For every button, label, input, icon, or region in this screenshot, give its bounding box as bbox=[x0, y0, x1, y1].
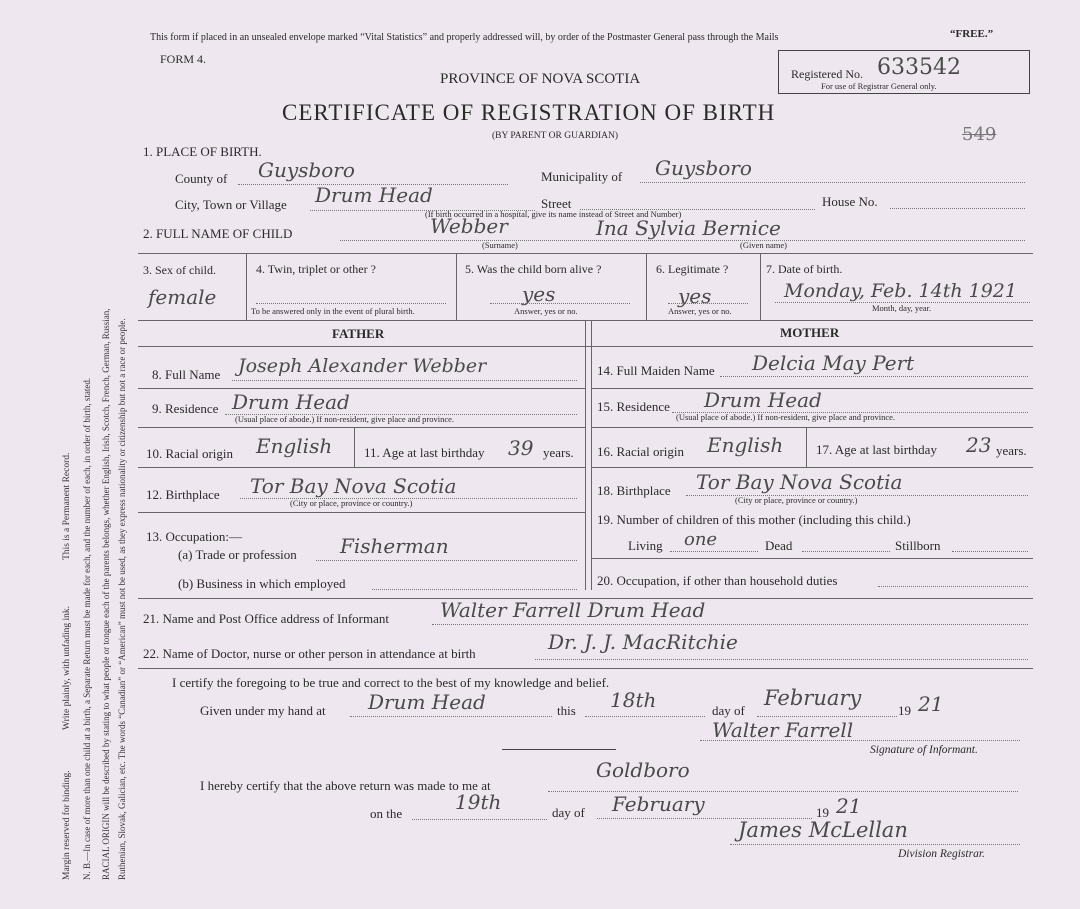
living-line bbox=[670, 551, 758, 552]
binding-note: Margin reserved for binding. bbox=[62, 770, 72, 880]
county-value: Guysboro bbox=[258, 158, 355, 182]
rule-top-items bbox=[138, 253, 1033, 254]
father-heading: FATHER bbox=[332, 326, 385, 341]
doctor-line bbox=[535, 659, 1028, 660]
twin-note: To be answered only in the event of plural birth. bbox=[251, 306, 415, 316]
registrar-signature: James McLellan bbox=[738, 818, 908, 842]
mother-racial-divider bbox=[806, 427, 807, 467]
racial-origin-note-1: RACIAL ORIGIN will be described by stating to what people or tongue each of the parents belongs, whether English, Irish, Scotch, French, German, Russian, bbox=[101, 308, 111, 880]
father-trade-value: Fisherman bbox=[340, 534, 449, 558]
dead-line bbox=[802, 551, 890, 552]
father-racial-label: 10. Racial origin bbox=[146, 446, 234, 461]
father-residence-caption: (Usual place of abode.) If non-resident, give place and province. bbox=[235, 414, 455, 424]
date-of-birth-value: Monday, Feb. 14th 1921 bbox=[784, 280, 1017, 302]
hospital-note: (If birth occurred in a hospital, give its name instead of Street and Number) bbox=[425, 209, 682, 219]
registrar-day-of-label: day of bbox=[552, 805, 585, 820]
given-month-value: February bbox=[764, 686, 862, 710]
date-caption: Month, day, year. bbox=[872, 303, 932, 313]
registered-label: Registered No. bbox=[791, 67, 863, 81]
county-label: County of bbox=[175, 171, 228, 186]
divider-4-5 bbox=[456, 253, 457, 320]
stillborn-line bbox=[952, 551, 1028, 552]
mail-notice: This form if placed in an unsealed envelope marked “Vital Statistics” and properly addressed will, by order of the Postmaster General pass through the Mails bbox=[150, 32, 779, 43]
given-place-line bbox=[350, 716, 552, 717]
registrar-month-value: February bbox=[612, 792, 705, 816]
father-age-value: 39 bbox=[508, 436, 534, 460]
form-number: FORM 4. bbox=[160, 52, 207, 66]
sex-label: 3. Sex of child. bbox=[143, 263, 216, 277]
registrar-day-line bbox=[412, 819, 547, 820]
mother-rule-4 bbox=[591, 558, 1033, 559]
father-rule-2 bbox=[138, 427, 585, 428]
stillborn-label: Stillborn bbox=[895, 538, 941, 553]
registrar-signature-line bbox=[730, 844, 1020, 845]
born-alive-value: yes bbox=[522, 282, 556, 306]
given-name-caption: (Given name) bbox=[740, 240, 787, 250]
given-year-value: 21 bbox=[918, 692, 944, 716]
given-day-line bbox=[585, 716, 705, 717]
registered-number: 633542 bbox=[877, 55, 961, 80]
mother-heading: MOTHER bbox=[780, 325, 840, 340]
given-month-line bbox=[757, 716, 897, 717]
father-name-label: 8. Full Name bbox=[152, 367, 221, 382]
mother-birthplace-value: Tor Bay Nova Scotia bbox=[696, 470, 903, 494]
ink-note: Write plainly, with unfading ink. bbox=[62, 605, 72, 730]
father-business-label: (b) Business in which employed bbox=[178, 576, 346, 591]
mother-occupation-label: 20. Occupation, if other than household duties bbox=[597, 573, 838, 588]
twin-label: 4. Twin, triplet or other ? bbox=[256, 262, 376, 276]
father-birthplace-value: Tor Bay Nova Scotia bbox=[250, 474, 457, 498]
father-occupation-label: 13. Occupation:— bbox=[146, 529, 243, 544]
registrar-caption: Division Registrar. bbox=[898, 848, 985, 860]
certificate-title: CERTIFICATE OF REGISTRATION OF BIRTH bbox=[282, 100, 776, 125]
given-year-prefix: 19 bbox=[898, 703, 911, 718]
legitimate-label: 6. Legitimate ? bbox=[656, 262, 729, 276]
legitimate-line bbox=[668, 303, 748, 304]
mother-residence-label: 15. Residence bbox=[597, 399, 670, 414]
registered-note: For use of Registrar General only. bbox=[821, 81, 937, 91]
father-age-label: 11. Age at last birthday bbox=[364, 445, 485, 460]
father-residence-label: 9. Residence bbox=[152, 401, 219, 416]
mother-name-label: 14. Full Maiden Name bbox=[597, 363, 715, 378]
father-trade-label: (a) Trade or profession bbox=[178, 547, 297, 562]
mother-birthplace-label: 18. Birthplace bbox=[597, 483, 671, 498]
informant-signature-caption: Signature of Informant. bbox=[870, 744, 978, 756]
mother-rule-2 bbox=[591, 427, 1033, 428]
legitimate-caption: Answer, yes or no. bbox=[668, 306, 732, 316]
doctor-label: 22. Name of Doctor, nurse or other person in attendance at birth bbox=[143, 646, 476, 661]
father-racial-divider bbox=[354, 427, 355, 467]
mother-rule-3 bbox=[591, 467, 1033, 468]
registrar-year-prefix: 19 bbox=[816, 805, 829, 820]
father-residence-value: Drum Head bbox=[232, 390, 350, 414]
born-alive-caption: Answer, yes or no. bbox=[514, 306, 578, 316]
certificate-subtitle: (BY PARENT OR GUARDIAN) bbox=[492, 131, 619, 141]
twin-line bbox=[256, 303, 446, 304]
mother-birthplace-caption: (City or place, province or country.) bbox=[735, 495, 858, 505]
mother-age-value: 23 bbox=[966, 433, 992, 457]
registered-number-box bbox=[778, 50, 1030, 94]
registrar-year-value: 21 bbox=[836, 794, 862, 818]
born-alive-label: 5. Was the child born alive ? bbox=[465, 262, 602, 276]
mother-residence-caption: (Usual place of abode.) If non-resident, give place and province. bbox=[676, 412, 896, 422]
born-alive-line bbox=[490, 303, 630, 304]
city-label: City, Town or Village bbox=[175, 197, 287, 212]
parents-divider-inner bbox=[591, 320, 592, 590]
divider-6-7 bbox=[760, 253, 761, 320]
date-of-birth-label: 7. Date of birth. bbox=[766, 262, 843, 276]
living-value: one bbox=[684, 529, 718, 550]
informant-label: 21. Name and Post Office address of Informant bbox=[143, 611, 389, 626]
father-name-value: Joseph Alexander Webber bbox=[238, 355, 487, 377]
dead-label: Dead bbox=[765, 538, 793, 553]
father-rule-3 bbox=[138, 467, 585, 468]
mother-racial-label: 16. Racial origin bbox=[597, 444, 685, 459]
given-day-value: 18th bbox=[610, 688, 657, 712]
place-of-birth-heading: 1. PLACE OF BIRTH. bbox=[143, 144, 262, 159]
mother-age-unit: years. bbox=[996, 443, 1027, 458]
informant-signature: Walter Farrell bbox=[712, 718, 854, 742]
child-given-names: Ina Sylvia Bernice bbox=[596, 216, 781, 240]
province-heading: PROVINCE OF NOVA SCOTIA bbox=[440, 71, 641, 87]
father-name-line bbox=[232, 380, 577, 381]
registrar-day-value: 19th bbox=[455, 790, 502, 814]
street-label: Street bbox=[541, 196, 572, 211]
father-rule-4 bbox=[138, 512, 585, 513]
corner-number: 549 bbox=[962, 124, 997, 145]
father-birthplace-caption: (City or place, province or country.) bbox=[290, 498, 413, 508]
divider-3-4 bbox=[246, 253, 247, 320]
informant-value: Walter Farrell Drum Head bbox=[440, 598, 706, 622]
mother-age-label: 17. Age at last birthday bbox=[816, 442, 937, 457]
given-place-value: Drum Head bbox=[368, 690, 486, 714]
father-racial-value: English bbox=[256, 434, 333, 458]
rule-certify-top bbox=[138, 668, 1033, 669]
doctor-value: Dr. J. J. MacRitchie bbox=[548, 630, 738, 654]
on-the-label: on the bbox=[370, 806, 403, 821]
father-birthplace-label: 12. Birthplace bbox=[146, 487, 220, 502]
mother-name-value: Delcia May Pert bbox=[752, 351, 915, 375]
mother-name-line bbox=[720, 376, 1028, 377]
informant-line bbox=[432, 624, 1028, 625]
parents-divider bbox=[585, 320, 586, 590]
child-name-line bbox=[340, 240, 1025, 241]
registrar-place-value: Goldboro bbox=[596, 758, 690, 782]
father-business-line bbox=[372, 589, 577, 590]
registrar-statement: I hereby certify that the above return was made to me at bbox=[200, 778, 491, 793]
living-label: Living bbox=[628, 538, 663, 553]
certify-statement: I certify the foregoing to be true and correct to the best of my knowledge and belief. bbox=[172, 675, 610, 690]
side-margin-notes bbox=[0, 0, 135, 909]
house-number-label: House No. bbox=[822, 194, 878, 209]
this-label: this bbox=[557, 703, 576, 718]
surname-caption: (Surname) bbox=[482, 240, 518, 250]
divider-5-6 bbox=[646, 253, 647, 320]
given-day-of-label: day of bbox=[712, 703, 745, 718]
racial-origin-note-2: Ruthenian, Slovak, Galician, etc. The words “Canadian” or “American” must not be used, as they express nationality or citizenship but not a race or people. bbox=[117, 318, 127, 880]
given-under-label: Given under my hand at bbox=[200, 703, 326, 718]
short-divider bbox=[502, 749, 616, 750]
father-age-unit: years. bbox=[543, 445, 574, 460]
father-rule-1 bbox=[138, 388, 585, 389]
municipality-label: Municipality of bbox=[541, 169, 623, 184]
permanent-record-note: This is a Permanent Record. bbox=[62, 452, 72, 560]
municipality-line bbox=[640, 182, 1025, 183]
legitimate-value: yes bbox=[678, 284, 712, 308]
father-trade-line bbox=[316, 560, 577, 561]
free-notice: “FREE.” bbox=[950, 28, 994, 40]
house-number-line bbox=[890, 208, 1025, 209]
municipality-value: Guysboro bbox=[655, 156, 752, 180]
nb-note: N. B.—In case of more than one child at a birth, a Separate Return must be made for each, and the number of each, in order of birth, stated. bbox=[82, 377, 92, 880]
city-value: Drum Head bbox=[315, 183, 433, 207]
child-name-label: 2. FULL NAME OF CHILD bbox=[143, 226, 293, 241]
mother-occupation-line bbox=[878, 586, 1028, 587]
mother-racial-value: English bbox=[707, 433, 784, 457]
mother-residence-value: Drum Head bbox=[704, 388, 822, 412]
child-surname: Webber bbox=[430, 214, 508, 238]
children-count-label: 19. Number of children of this mother (including this child.) bbox=[597, 512, 911, 527]
sex-value: female bbox=[148, 285, 217, 309]
